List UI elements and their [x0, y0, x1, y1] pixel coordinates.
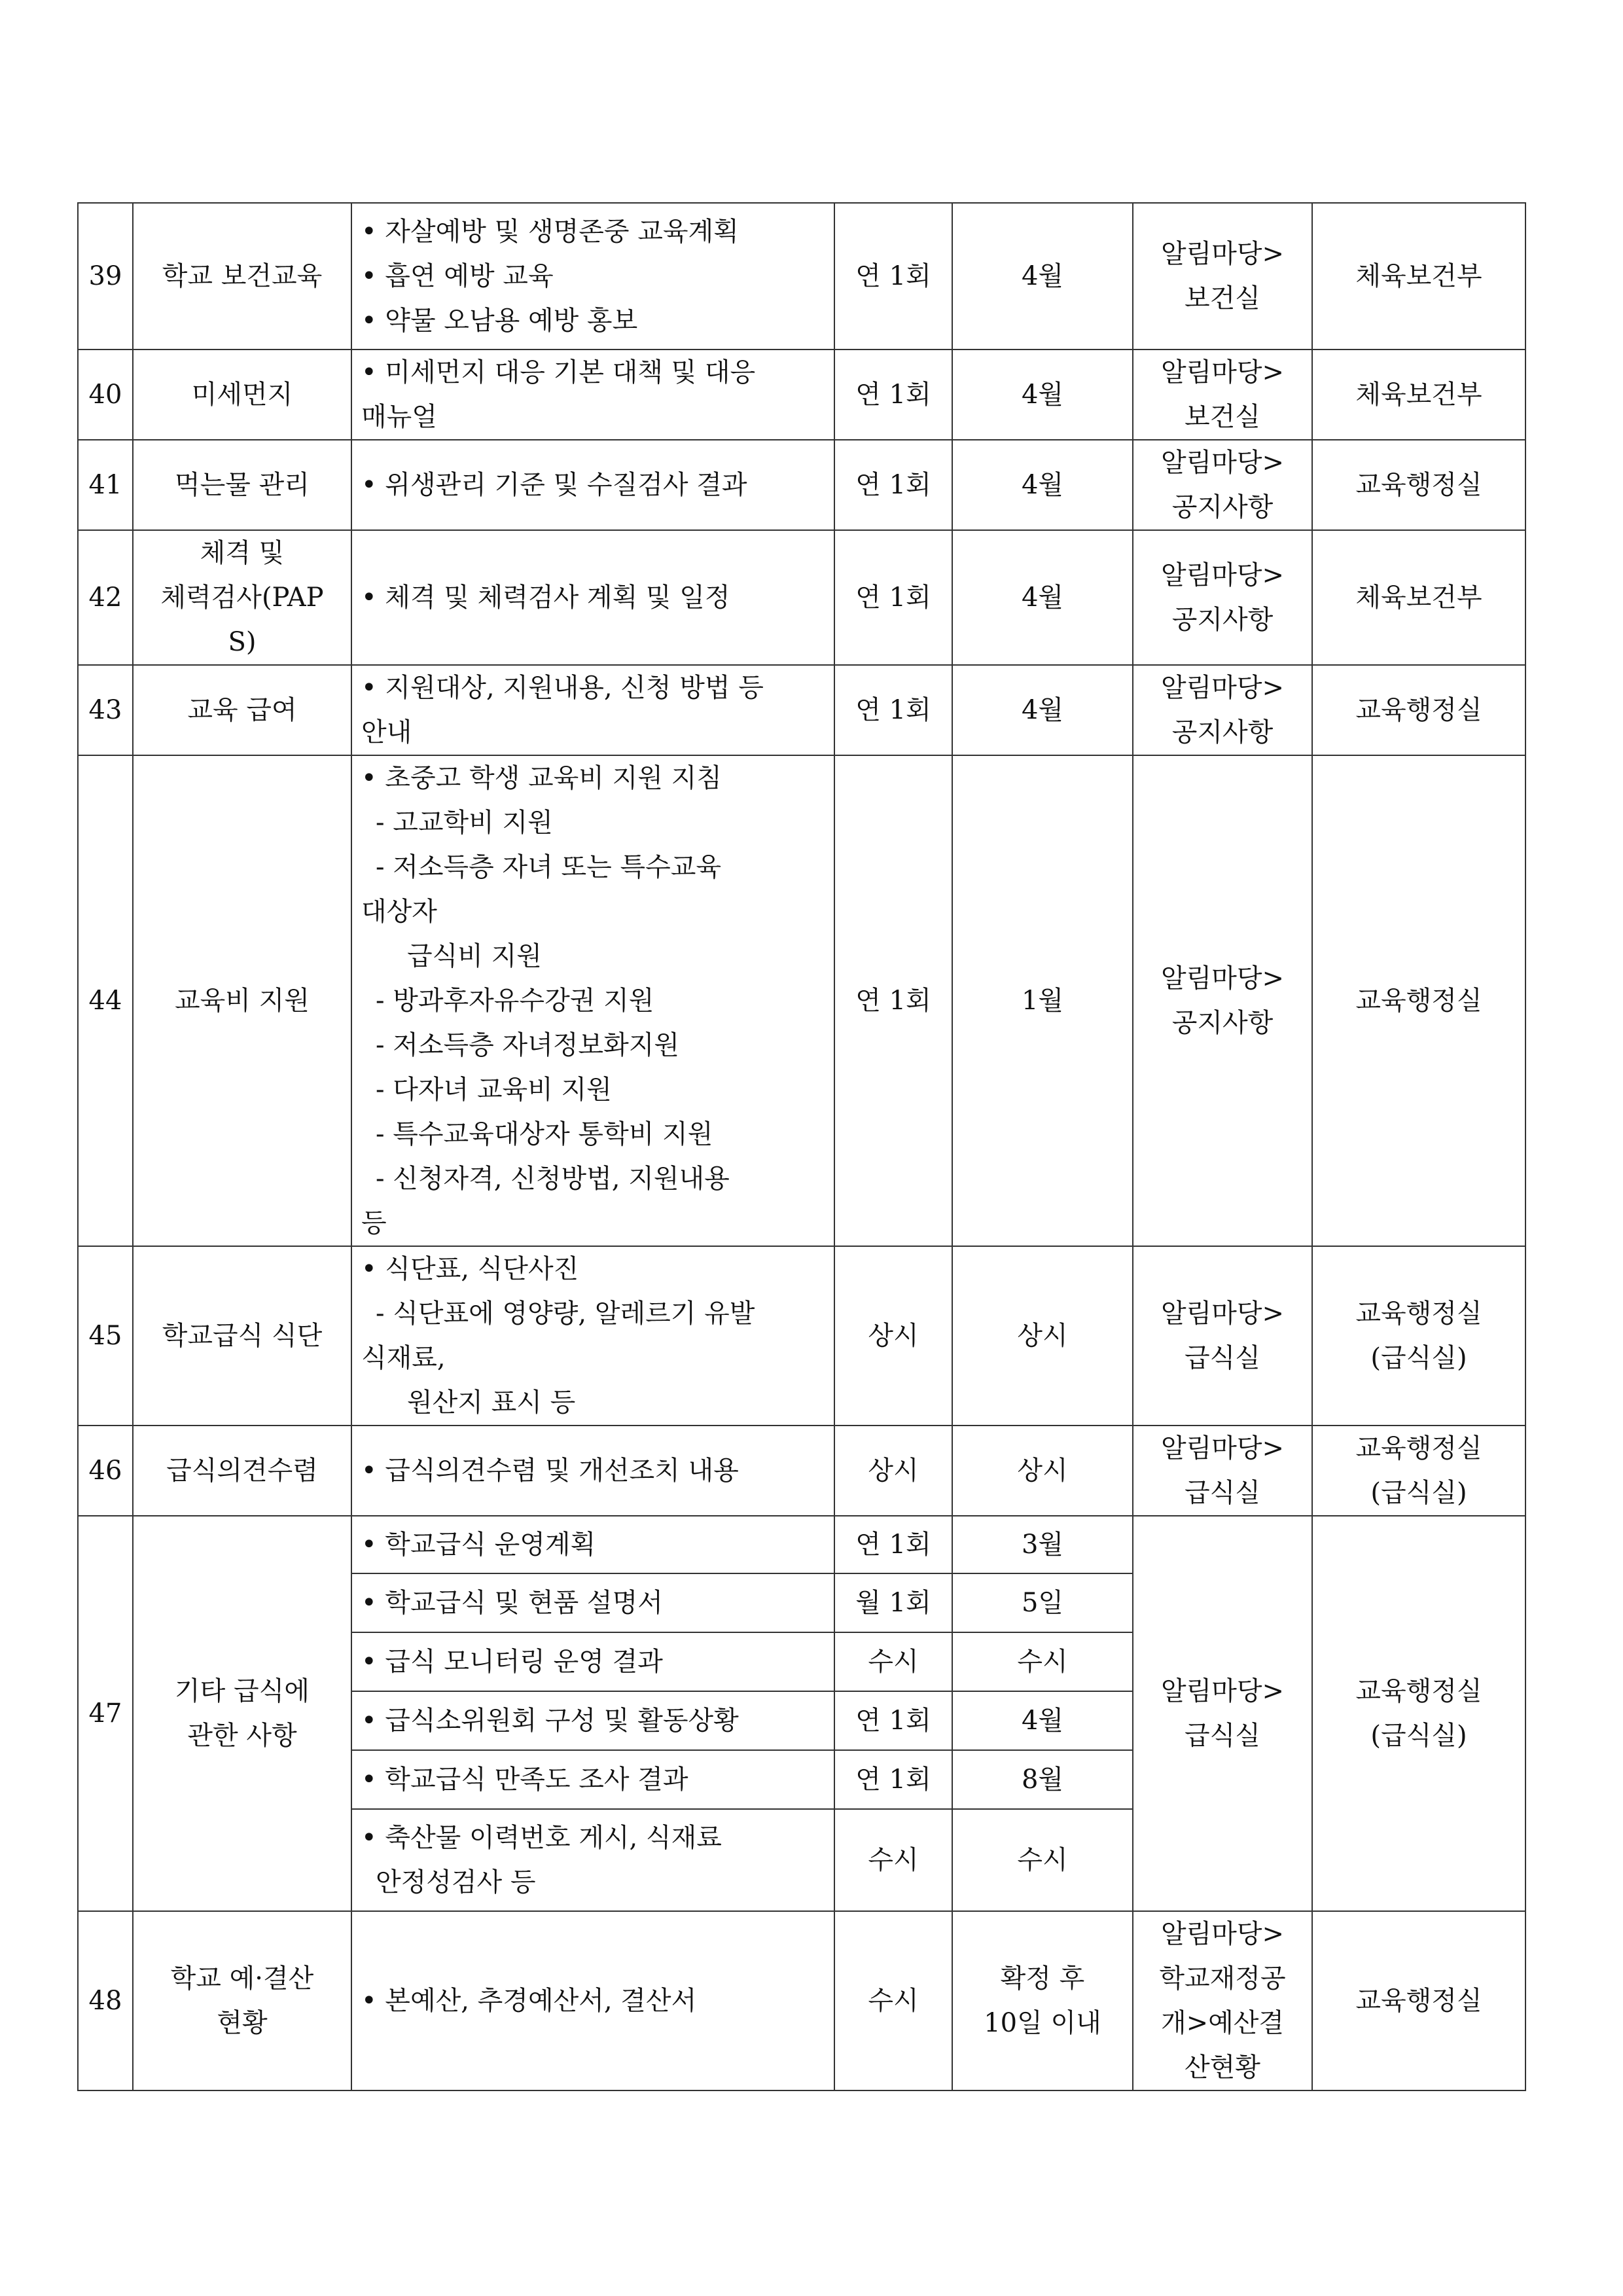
posting-location-line: 급식실 — [1185, 1343, 1260, 1373]
item-name-line: 먹는물 관리 — [175, 470, 310, 500]
item-name-line: 현황 — [217, 2008, 268, 2038]
department — [1312, 665, 1525, 755]
frequency — [834, 665, 952, 755]
disclosure-time — [952, 1426, 1133, 1516]
posting-location — [1133, 440, 1312, 530]
disclosure-time-line: 8월 — [1021, 1765, 1064, 1795]
department — [1312, 1246, 1525, 1426]
department — [1312, 1516, 1525, 1911]
row-number-line: 39 — [88, 261, 122, 291]
row-number-line: 47 — [88, 1698, 122, 1729]
frequency-line: 월 1회 — [855, 1588, 931, 1618]
posting-location-line: 알림마당> — [1160, 1919, 1285, 1949]
department — [1312, 755, 1525, 1246]
department — [1312, 1426, 1525, 1516]
frequency — [834, 1691, 952, 1750]
posting-location — [1133, 203, 1312, 350]
row-number — [78, 755, 133, 1246]
posting-location-line: 개>예산결 — [1160, 2008, 1285, 2038]
disclosure-time-line: 4월 — [1021, 380, 1064, 410]
posting-location — [1133, 350, 1312, 440]
row-number — [78, 1246, 133, 1426]
department — [1312, 440, 1525, 530]
posting-location — [1133, 1246, 1312, 1426]
item-name — [133, 1246, 351, 1426]
department-line: 체육보건부 — [1355, 583, 1482, 613]
posting-location-line: 공지사항 — [1171, 492, 1274, 522]
item-description-line: - 저소득층 자녀 또는 특수교육 — [376, 852, 722, 882]
row-number — [78, 440, 133, 530]
table-row — [78, 1516, 1525, 1573]
item-description-line: • 급식소위원회 구성 및 활동상황 — [361, 1706, 739, 1736]
item-description-line: 급식비 지원 — [407, 941, 542, 971]
department-line: 교육행정실 — [1355, 695, 1482, 725]
disclosure-table — [77, 202, 1526, 2091]
item-description — [351, 350, 834, 440]
table-row — [78, 1426, 1525, 1516]
posting-location-line: 알림마당> — [1160, 448, 1285, 478]
item-description-line: - 특수교육대상자 통학비 지원 — [376, 1119, 713, 1149]
disclosure-time — [952, 1246, 1133, 1426]
item-name — [133, 530, 351, 665]
item-description-line: 대상자 — [361, 897, 437, 927]
disclosure-time-line: 수시 — [1017, 1647, 1068, 1677]
disclosure-time-line: 3월 — [1021, 1530, 1064, 1560]
frequency-line: 연 1회 — [855, 261, 931, 291]
frequency — [834, 1809, 952, 1911]
item-description-line: • 초중고 학생 교육비 지원 지침 — [361, 763, 722, 793]
department-line: (급식실) — [1370, 1343, 1467, 1373]
row-number — [78, 530, 133, 665]
department-line: 체육보건부 — [1355, 261, 1482, 291]
posting-location — [1133, 1426, 1312, 1516]
item-description-line: • 학교급식 만족도 조사 결과 — [361, 1765, 688, 1795]
frequency-line: 수시 — [868, 1986, 919, 2016]
row-number — [78, 665, 133, 755]
frequency-line: 연 1회 — [855, 986, 931, 1016]
table-row — [78, 755, 1525, 1246]
item-description-line: • 식단표, 식단사진 — [361, 1254, 579, 1284]
posting-location — [1133, 665, 1312, 755]
disclosure-time — [952, 440, 1133, 530]
posting-location-line: 공지사항 — [1171, 605, 1274, 635]
disclosure-time-line: 1월 — [1021, 986, 1064, 1016]
item-description-line: 식재료, — [361, 1343, 446, 1373]
table-body — [78, 203, 1525, 2090]
item-description — [351, 203, 834, 350]
department-line: 교육행정실 — [1355, 1676, 1482, 1706]
disclosure-time-line: 4월 — [1021, 261, 1064, 291]
posting-location-line: 학교재정공 — [1159, 1964, 1286, 1994]
row-number-line: 48 — [88, 1986, 122, 2016]
table-row — [78, 203, 1525, 350]
item-name-line: 급식의견수렴 — [166, 1456, 318, 1486]
posting-location — [1133, 1911, 1312, 2090]
frequency-line: 연 1회 — [855, 1706, 931, 1736]
posting-location-line: 보건실 — [1185, 402, 1260, 432]
table-row — [78, 665, 1525, 755]
disclosure-time-line: 5일 — [1021, 1588, 1064, 1618]
posting-location-line: 보건실 — [1185, 283, 1260, 314]
posting-location-line: 알림마당> — [1160, 1676, 1285, 1706]
row-number — [78, 350, 133, 440]
frequency — [834, 1750, 952, 1809]
frequency — [834, 440, 952, 530]
frequency-line: 수시 — [868, 1647, 919, 1677]
item-description-line: • 미세먼지 대응 기본 대책 및 대응 — [361, 357, 756, 387]
posting-location-line: 공지사항 — [1171, 717, 1274, 747]
disclosure-time-line: 4월 — [1021, 470, 1064, 500]
item-name-line: 학교급식 식단 — [162, 1321, 323, 1351]
item-description-line: - 고교학비 지원 — [376, 808, 553, 838]
item-name-line: 교육 급여 — [187, 695, 297, 725]
department-line: 교육행정실 — [1355, 1299, 1482, 1329]
disclosure-time-line: 수시 — [1017, 1845, 1068, 1875]
posting-location-line: 급식실 — [1185, 1721, 1260, 1751]
frequency-line: 연 1회 — [855, 470, 931, 500]
item-description — [351, 1246, 834, 1426]
disclosure-time-line: 4월 — [1021, 695, 1064, 725]
department-line: 교육행정실 — [1355, 1986, 1482, 2016]
item-description-line: - 식단표에 영양량, 알레르기 유발 — [376, 1299, 755, 1329]
table-row — [78, 350, 1525, 440]
posting-location-line: 산현황 — [1185, 2053, 1260, 2083]
item-name — [133, 755, 351, 1246]
posting-location-line: 공지사항 — [1171, 1008, 1274, 1038]
item-name — [133, 350, 351, 440]
item-name-line: 학교 예·결산 — [170, 1964, 314, 1994]
row-number-line: 40 — [88, 380, 122, 410]
item-description-line: • 축산물 이력번호 게시, 식재료 — [361, 1823, 722, 1853]
frequency — [834, 203, 952, 350]
frequency-line: 상시 — [868, 1456, 919, 1486]
posting-location — [1133, 1516, 1312, 1911]
frequency-line: 연 1회 — [855, 1530, 931, 1560]
row-number-line: 45 — [88, 1321, 122, 1351]
item-description-line: 안내 — [361, 717, 412, 747]
item-description-line: • 급식의견수렴 및 개선조치 내용 — [361, 1456, 739, 1486]
disclosure-time — [952, 1573, 1133, 1632]
disclosure-time — [952, 755, 1133, 1246]
frequency — [834, 755, 952, 1246]
row-number-line: 44 — [88, 986, 122, 1016]
row-number-line: 43 — [88, 695, 122, 725]
disclosure-time — [952, 665, 1133, 755]
disclosure-time — [952, 1632, 1133, 1691]
item-description-line: • 자살예방 및 생명존중 교육계획 — [361, 217, 739, 247]
item-description-line: 안정성검사 등 — [376, 1867, 536, 1897]
row-number — [78, 203, 133, 350]
frequency — [834, 1516, 952, 1573]
item-description — [351, 1426, 834, 1516]
row-number — [78, 1516, 133, 1911]
frequency-line: 연 1회 — [855, 695, 931, 725]
table-row — [78, 530, 1525, 665]
frequency-line: 연 1회 — [855, 380, 931, 410]
frequency-line: 연 1회 — [855, 1765, 931, 1795]
table-row — [78, 440, 1525, 530]
table-row — [78, 1911, 1525, 2090]
disclosure-time — [952, 1750, 1133, 1809]
item-description — [351, 440, 834, 530]
item-name-line: 기타 급식에 — [175, 1676, 310, 1706]
department-line: 체육보건부 — [1355, 380, 1482, 410]
department — [1312, 1911, 1525, 2090]
item-description-line: - 저소득층 자녀정보화지원 — [376, 1030, 679, 1060]
disclosure-time — [952, 1691, 1133, 1750]
department — [1312, 530, 1525, 665]
frequency — [834, 1573, 952, 1632]
posting-location-line: 알림마당> — [1160, 357, 1285, 387]
item-description-line: - 다자녀 교육비 지원 — [376, 1075, 612, 1105]
item-name-line: 교육비 지원 — [175, 986, 310, 1016]
item-description — [351, 755, 834, 1246]
item-name-line: 학교 보건교육 — [162, 261, 323, 291]
item-name-line: 관한 사항 — [187, 1721, 297, 1751]
frequency-line: 연 1회 — [855, 583, 931, 613]
item-description-line: • 흡연 예방 교육 — [361, 261, 554, 291]
item-name-line: 체력검사(PAP — [160, 583, 324, 613]
frequency — [834, 1632, 952, 1691]
table-row — [78, 1246, 1525, 1426]
item-description-line: - 방과후자유수강권 지원 — [376, 986, 654, 1016]
disclosure-time — [952, 203, 1133, 350]
department — [1312, 203, 1525, 350]
item-description-line: • 위생관리 기준 및 수질검사 결과 — [361, 470, 747, 500]
item-name — [133, 1911, 351, 2090]
item-description-line: 등 — [361, 1208, 387, 1238]
disclosure-time-line: 4월 — [1021, 1706, 1064, 1736]
posting-location-line: 급식실 — [1185, 1478, 1260, 1508]
item-name — [133, 440, 351, 530]
department-line: (급식실) — [1370, 1721, 1467, 1751]
posting-location-line: 알림마당> — [1160, 1299, 1285, 1329]
item-description-line: - 신청자격, 신청방법, 지원내용 — [376, 1164, 730, 1194]
posting-location-line: 알림마당> — [1160, 239, 1285, 269]
item-name-line: S) — [228, 627, 257, 657]
item-description-line: • 본예산, 추경예산서, 결산서 — [361, 1986, 697, 2016]
frequency-line: 상시 — [868, 1321, 919, 1351]
item-name-line: 미세먼지 — [191, 380, 293, 410]
item-name — [133, 665, 351, 755]
item-name — [133, 1426, 351, 1516]
posting-location — [1133, 755, 1312, 1246]
disclosure-time-line: 4월 — [1021, 583, 1064, 613]
item-description — [351, 665, 834, 755]
item-description-line: • 급식 모니터링 운영 결과 — [361, 1647, 663, 1677]
department-line: 교육행정실 — [1355, 986, 1482, 1016]
item-name — [133, 203, 351, 350]
item-description-line: • 체격 및 체력검사 계획 및 일정 — [361, 583, 730, 613]
frequency — [834, 1426, 952, 1516]
item-name-line: 체격 및 — [200, 538, 285, 568]
item-description — [351, 530, 834, 665]
item-name — [133, 1516, 351, 1911]
posting-location-line: 알림마당> — [1160, 963, 1285, 994]
disclosure-time-line: 10일 이내 — [984, 2008, 1101, 2038]
disclosure-time-line: 확정 후 — [1000, 1964, 1085, 1994]
posting-location-line: 알림마당> — [1160, 560, 1285, 590]
row-number-line: 42 — [88, 583, 122, 613]
disclosure-time — [952, 350, 1133, 440]
disclosure-time — [952, 530, 1133, 665]
item-description-line: 매뉴얼 — [361, 402, 437, 432]
item-description — [351, 1573, 834, 1632]
disclosure-time — [952, 1911, 1133, 2090]
row-number-line: 46 — [88, 1456, 122, 1486]
department-line: 교육행정실 — [1355, 470, 1482, 500]
disclosure-time-line: 상시 — [1017, 1321, 1068, 1351]
item-description — [351, 1750, 834, 1809]
frequency — [834, 530, 952, 665]
frequency — [834, 1911, 952, 2090]
disclosure-time — [952, 1516, 1133, 1573]
item-description — [351, 1516, 834, 1573]
row-number — [78, 1426, 133, 1516]
item-description — [351, 1691, 834, 1750]
item-description — [351, 1632, 834, 1691]
frequency — [834, 350, 952, 440]
frequency-line: 수시 — [868, 1845, 919, 1875]
item-description-line: 원산지 표시 등 — [407, 1388, 576, 1418]
frequency — [834, 1246, 952, 1426]
department — [1312, 350, 1525, 440]
disclosure-time-line: 상시 — [1017, 1456, 1068, 1486]
item-description-line: • 학교급식 운영계획 — [361, 1530, 596, 1560]
disclosure-time — [952, 1809, 1133, 1911]
row-number-line: 41 — [88, 470, 122, 500]
department-line: (급식실) — [1370, 1478, 1467, 1508]
posting-location-line: 알림마당> — [1160, 1433, 1285, 1463]
item-description-line: • 지원대상, 지원내용, 신청 방법 등 — [361, 673, 764, 703]
row-number — [78, 1911, 133, 2090]
item-description-line: • 학교급식 및 현품 설명서 — [361, 1588, 663, 1618]
item-description — [351, 1809, 834, 1911]
item-description-line: • 약물 오남용 예방 홍보 — [361, 306, 638, 336]
posting-location-line: 알림마당> — [1160, 673, 1285, 703]
item-description — [351, 1911, 834, 2090]
department-line: 교육행정실 — [1355, 1433, 1482, 1463]
posting-location — [1133, 530, 1312, 665]
